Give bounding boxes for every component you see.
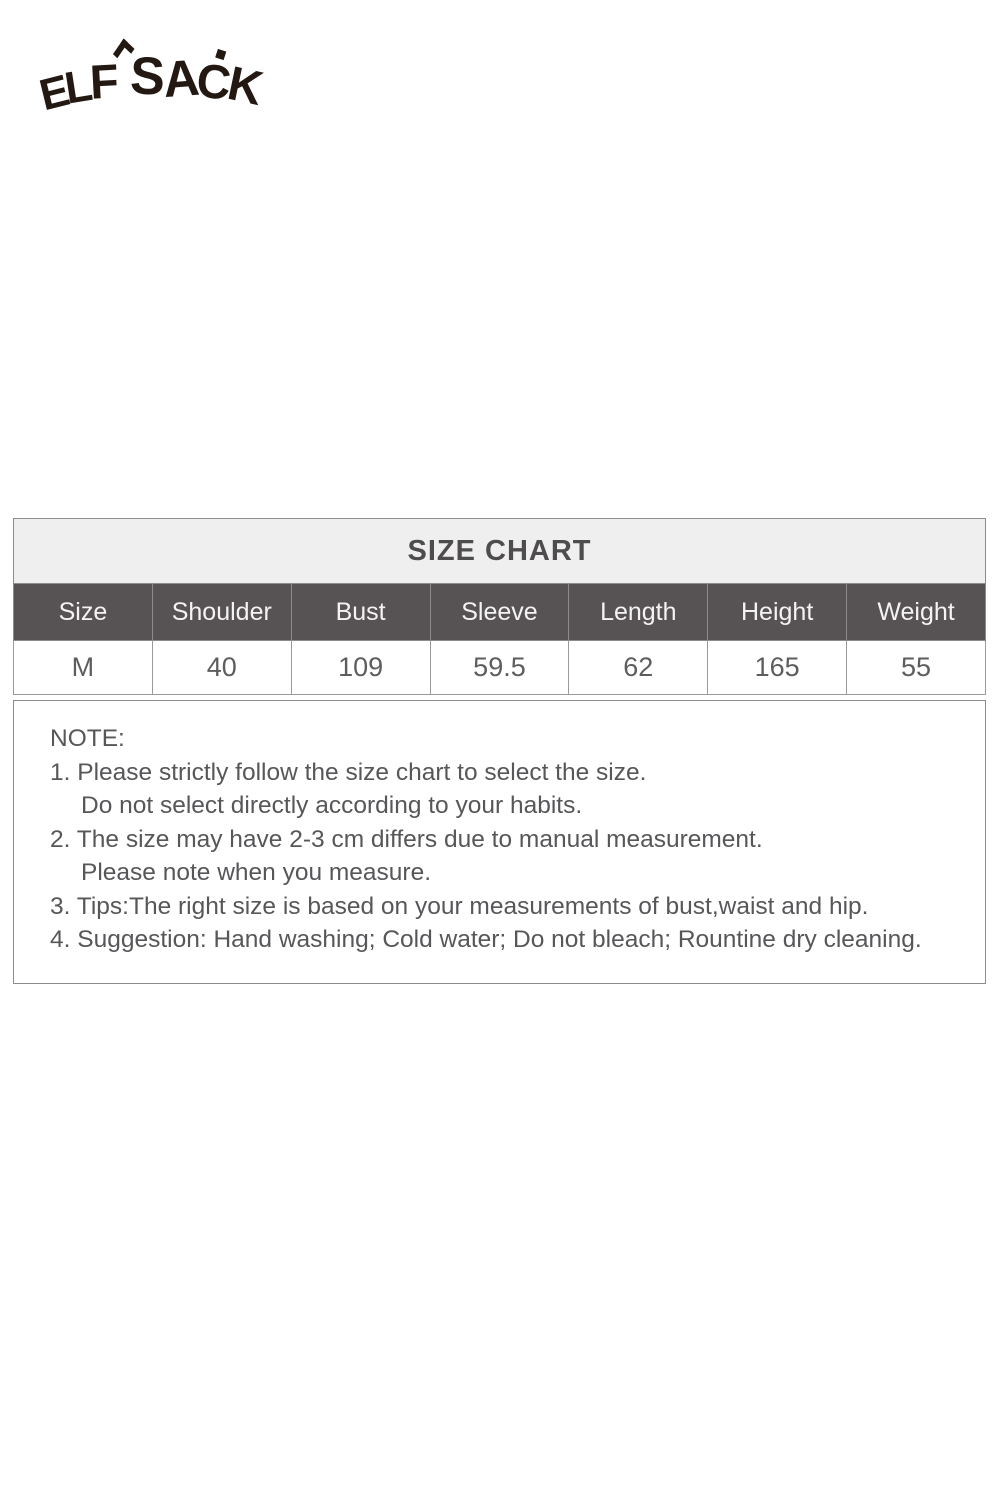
note-box [13,700,986,984]
cell-shoulder-value: 40 [152,641,291,695]
column-header-height: Height [708,584,847,641]
cell-sleeve-value: 59.5 [430,641,569,695]
size-chart-table [13,583,986,695]
logo-letter: C [194,54,232,111]
column-header-weight: Weight [847,584,986,641]
column-header-shoulder: Shoulder [152,584,291,641]
brand-logo [34,46,266,121]
logo-letter: L [61,59,95,114]
column-header-length: Length [569,584,708,641]
cell-weight-value: 55 [847,641,986,695]
note-line: 4. Suggestion: Hand washing; Cold water; Do not bleach; Rountine dry cleaning. [50,926,922,953]
note-line: Do not select directly according to your habits. [81,792,583,819]
size-chart-title: SIZE CHART [13,518,986,583]
logo-letter: S [129,46,165,107]
size-table-header-row [14,584,986,641]
cell-bust-value: 109 [291,641,430,695]
size-chart-section [13,518,986,984]
note-line: 2. The size may have 2-3 cm differs due to manual measurement. [50,825,763,853]
note-line: 3. Tips:The right size is based on your measurements of bust,waist and hip. [50,892,869,920]
note-line: Please note when you measure. [81,859,432,886]
cell-length-value: 62 [569,641,708,695]
note-heading: NOTE: [50,725,125,752]
logo-letter: E [34,66,73,121]
column-header-sleeve: Sleeve [430,584,569,641]
size-table-data-row [14,641,986,695]
logo-letter: F [88,55,118,110]
column-header-bust: Bust [291,584,430,641]
cell-size-value: M [14,641,153,695]
cell-height-value: 165 [708,641,847,695]
logo-letter: A [160,48,199,109]
note-line: 1. Please strictly follow the size chart to select the size. [50,758,647,786]
column-header-size: Size [14,584,153,641]
logo-letter: K [223,57,266,116]
